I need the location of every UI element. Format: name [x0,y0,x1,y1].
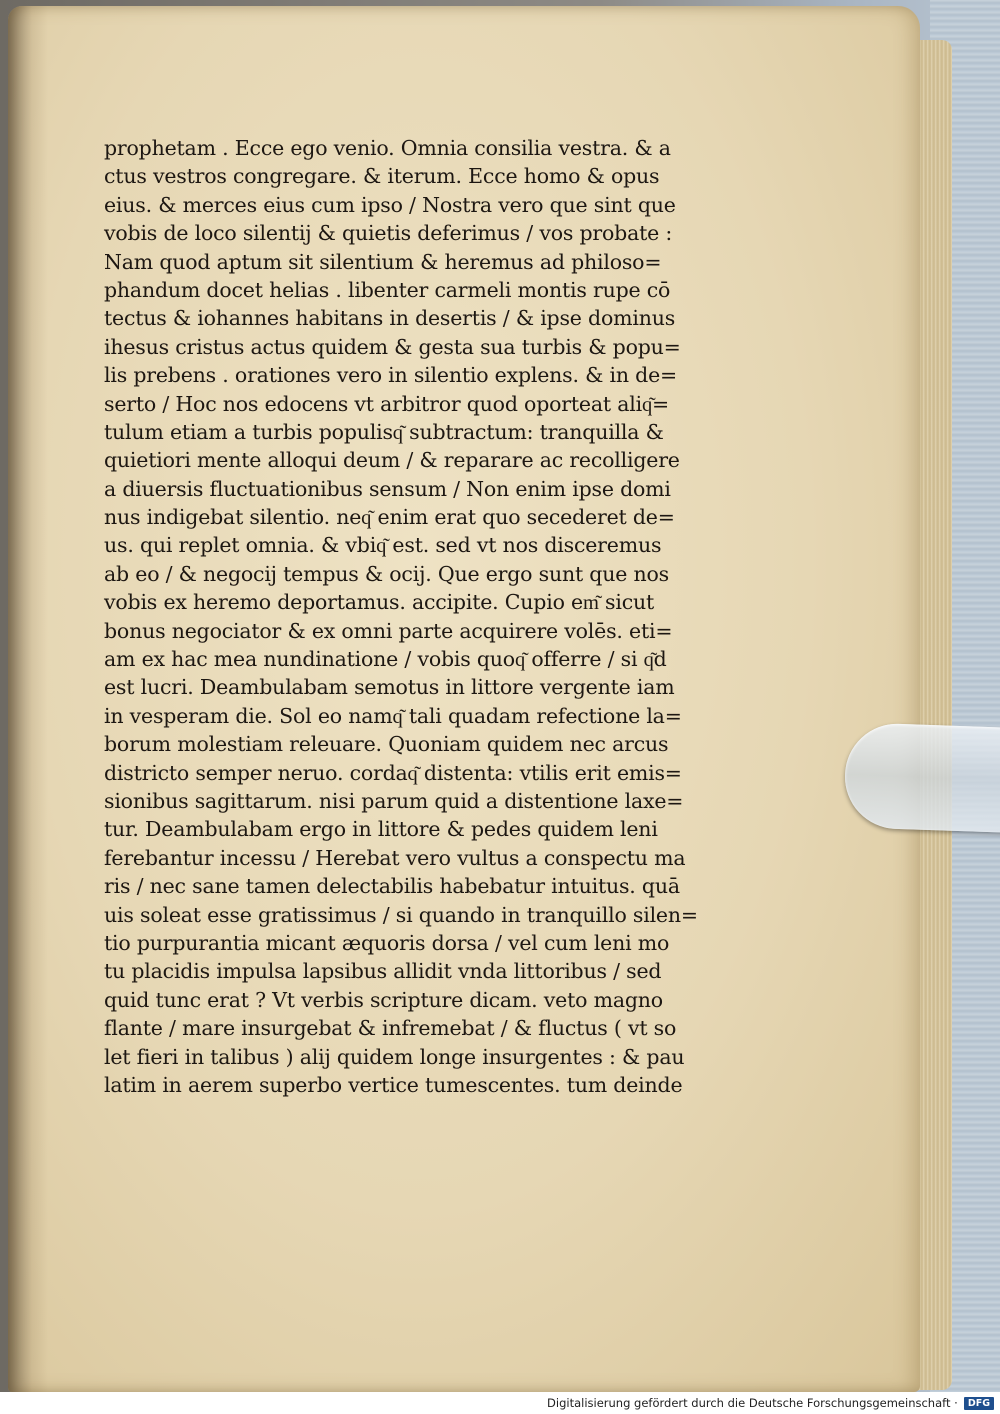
text-line: Nam quod aptum sit silentium & heremus ad philoso= [104,249,662,274]
book-page [8,6,920,1392]
text-line: eius. & merces eius cum ipso / Nostra vero que sint que [104,192,676,217]
text-line: am ex hac mea nundinatione / vobis quoq͂ offerre / si q͂d [104,647,667,672]
footer-credit-text: Digitalisierung gefördert durch die Deutsche Forschungsgemeinschaft · [547,1396,958,1410]
footer-strip [0,1392,1000,1414]
text-line: lis prebens . orationes vero in silentio explens. & in de= [104,363,678,388]
text-line: let fieri in talibus ) alij quidem longe insurgentes : & pau [104,1044,685,1069]
text-line: bonus negociator & ex omni parte acquirere volēs. eti= [104,618,673,643]
text-line: vobis ex heremo deportamus. accipite. Cupio em͂ sicut [104,590,655,615]
text-line: districto semper neruo. cordaq͂ distenta: vtilis erit emis= [104,760,682,785]
text-line: phandum docet helias . libenter carmeli montis rupe cō [104,277,671,302]
text-block [104,134,728,1099]
text-line: serto / Hoc nos edocens vt arbitror quod oporteat aliq͂= [104,391,669,416]
text-line: tulum etiam a turbis populisq͂ subtractum: tranquilla & [104,419,664,444]
text-line: tio purpurantia micant æquoris dorsa / vel cum leni mo [104,930,670,955]
text-line: sionibus sagittarum. nisi parum quid a distentione laxe= [104,788,684,813]
text-line: in vesperam die. Sol eo namq͂ tali quadam refectione la= [104,703,682,728]
text-line: ihesus cristus actus quidem & gesta sua turbis & popu= [104,334,681,359]
text-line: tur. Deambulabam ergo in littore & pedes quidem leni [104,817,658,842]
text-line: quietiori mente alloqui deum / & reparare ac recolligere [104,448,680,473]
text-line: nus indigebat silentio. neq͂ enim erat quo secederet de= [104,505,675,530]
text-line: flante / mare insurgebat & infremebat / & fluctus ( vt so [104,1016,677,1041]
text-line: borum molestiam releuare. Quoniam quidem nec arcus [104,732,669,757]
text-line: latim in aerem superbo vertice tumescentes. tum deinde [104,1072,683,1097]
dfg-logo: DFG [964,1397,994,1410]
text-line: ctus vestros congregare. & iterum. Ecce homo & opus [104,164,660,189]
text-line: ris / nec sane tamen delectabilis habebatur intuitus. quā [104,874,680,899]
text-line: us. qui replet omnia. & vbiq͂ est. sed vt nos disceremus [104,533,662,558]
text-line: prophetam . Ecce ego venio. Omnia consilia vestra. & a [104,136,671,160]
text-line: tectus & iohannes habitans in desertis / & ipse dominus [104,306,676,331]
text-line: est lucri. Deambulabam semotus in littore vergente iam [104,675,675,700]
page-gutter-shadow [8,6,48,1392]
text-line: ab eo / & negocij tempus & ocij. Que ergo sunt que nos [104,561,669,586]
text-line: uis soleat esse gratissimus / si quando in tranquillo silen= [104,902,698,927]
text-line: quid tunc erat ? Vt verbis scripture dicam. veto magno [104,987,663,1012]
text-line: ferebantur incessu / Herebat vero vultus a conspectu ma [104,845,686,870]
text-line: tu placidis impulsa lapsibus allidit vnda littoribus / sed [104,959,662,984]
glass-page-weight [843,722,1000,833]
text-line: vobis de loco silentij & quietis deferimus / vos probate : [104,221,673,246]
text-line: a diuersis fluctuationibus sensum / Non enim ipse domi [104,476,671,501]
